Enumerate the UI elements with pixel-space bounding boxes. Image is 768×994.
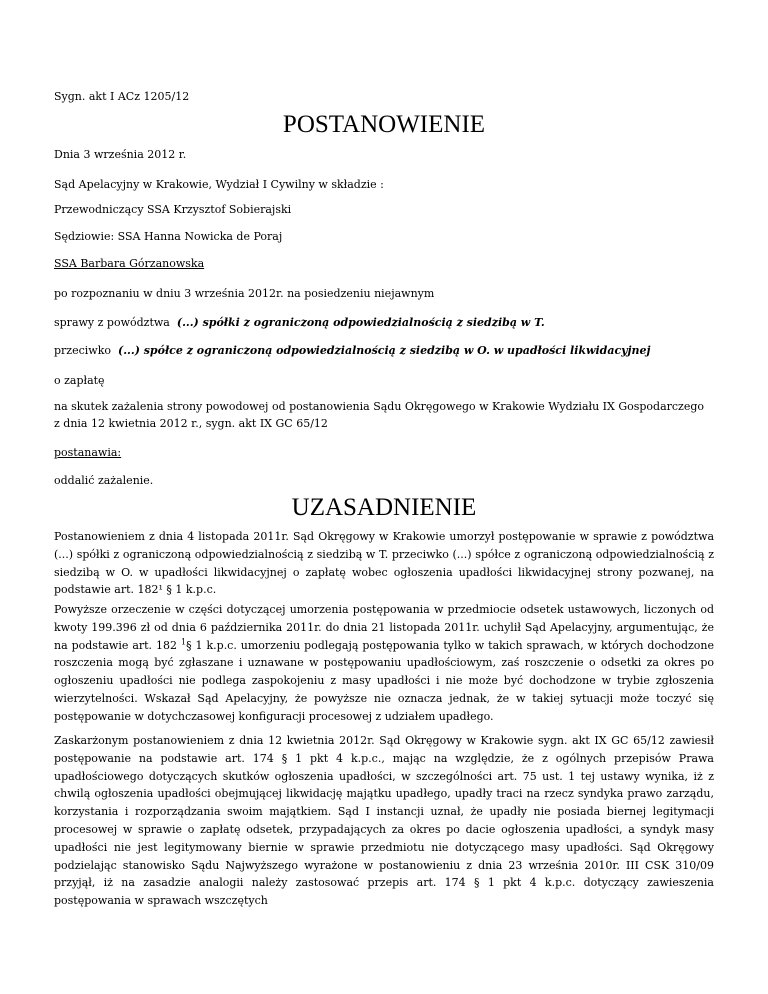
court-composition: Sąd Apelacyjny w Krakowie, Wydział I Cywilny w składzie : (54, 178, 384, 191)
reasoning-paragraph-2 (54, 601, 714, 726)
judge-second: SSA Barbara Górzanowska (54, 257, 205, 270)
plaintiff-name: (...) spółki z ograniczoną odpowiedzialnością z siedzibą w T. (176, 316, 545, 329)
case-defendant-line (54, 342, 651, 360)
reasoning-paragraph-1: Postanowieniem z dnia 4 listopada 2011r. Sąd Okręgowy w Krakowie umorzył postępowanie w sprawie z powództwa (...) spółki z ograniczoną odpowiedzialnością z siedzibą w T. przeciwko (...) spółce z ograniczoną odpowiedzialnością z siedzibą w O. w upadłości likwidacyjnej o zapłatę wobec ogłoszenia upadłości likwidacyjnej strony pozwanej, na podstawie art. 182¹ § 1 k.p.c. (54, 530, 714, 597)
hearing-info: po rozpoznaniu w dniu 3 września 2012r. na posiedzeniu niejawnym (54, 287, 435, 300)
reasoning-title: UZASADNIENIE (291, 494, 477, 521)
document-title: POSTANOWIENIE (282, 111, 486, 138)
ruling-text: oddalić zażalenie. (54, 474, 154, 487)
decision-date: Dnia 3 września 2012 r. (54, 148, 187, 161)
para2-start: Powyższe orzeczenie w części dotyczącej umorzenia postępowania w przedmiocie odsetek ustawowych, liczonych od kwoty 199.396 zł od dnia 6 października 2011r. do dnia 21 listopada 2011r. uchylił Sąd Apelacyjny, argumentując, że na podstawie art. 182 (54, 603, 714, 652)
judges: Sędziowie: SSA Hanna Nowicka de Poraj (54, 230, 283, 243)
against-prefix: przeciwko (54, 344, 111, 357)
case-prefix: sprawy z powództwa (54, 316, 170, 329)
appeal-line-1: na skutek zażalenia strony powodowej od postanowienia Sądu Okręgowego w Krakowie Wydziału IX Gospodarczego (54, 400, 705, 413)
case-subject: o zapłatę (54, 374, 105, 387)
presiding-judge: Przewodniczący SSA Krzysztof Sobierajski (54, 203, 292, 216)
case-reference: Sygn. akt I ACz 1205/12 (54, 90, 190, 103)
para2-superscript: 1 (180, 636, 187, 646)
reasoning-paragraph-3: Zaskarżonym postanowieniem z dnia 12 kwietnia 2012r. Sąd Okręgowy w Krakowie sygn. akt IX GC 65/12 zawiesił postępowanie na podstawie art. 174 § 1 pkt 4 k.p.c., mając na względzie, że z ogólnych przepisów Prawa upadłościowego dotyczących skutków ogłoszenia upadłości, w szczególności art. 75 ust. 1 tej ustawy wynika, iż z chwilą ogłoszenia upadłości obejmującej likwidację majątku upadłego, upadły traci na rzecz syndyka prawo zarządu, korzystania i rozporządzania swoim majątkiem. Sąd I instancji uznał, że upadły nie posiada biernej legitymacji procesowej w sprawie o zapłatę odsetek, przypadających za okres po dacie ogłoszenia upadłości, a syndyk masy upadłości nie jest legitymowany biernie w sprawie przedmiotu nie dotyczącego masy upadłości. Sąd Okręgowy podzielając stanowisko Sądu Najwyższego wyrażone w postanowieniu z dnia 23 września 2010r. III CSK 310/09 przyjął, iż na zasadzie analogii należy zastosować przepis art. 174 § 1 pkt 4 k.p.c. dotyczący zawieszenia postępowania w sprawach wszczętych (54, 734, 714, 908)
decides-label: postanawia: (54, 446, 122, 459)
para2-rest: § 1 k.p.c. umorzeniu podlegają postępowania tylko w takich sprawach, w których dochodzone roszczenia mogą być zgłaszane i uznawane w postępowaniu upadłościowym, zaś roszczenie o odsetki za okres po ogłoszeniu upadłości nie podlega zaspokojeniu z masy upadłości i nie może być dochodzone w trybie zgłoszenia wierzytelności. Wskazał Sąd Apelacyjny, że powyższe nie oznacza jednak, że w takiej sytuacji może toczyć się postępowanie w dotychczasowej konfiguracji procesowej z udziałem upadłego. (54, 638, 715, 723)
defendant-name: (...) spółce z ograniczoną odpowiedzialnością z siedzibą w O. w upadłości likwidacyjnej (118, 344, 651, 357)
appeal-line-2: z dnia 12 kwietnia 2012 r., sygn. akt IX GC 65/12 (54, 417, 328, 430)
case-plaintiff-line (54, 314, 545, 332)
